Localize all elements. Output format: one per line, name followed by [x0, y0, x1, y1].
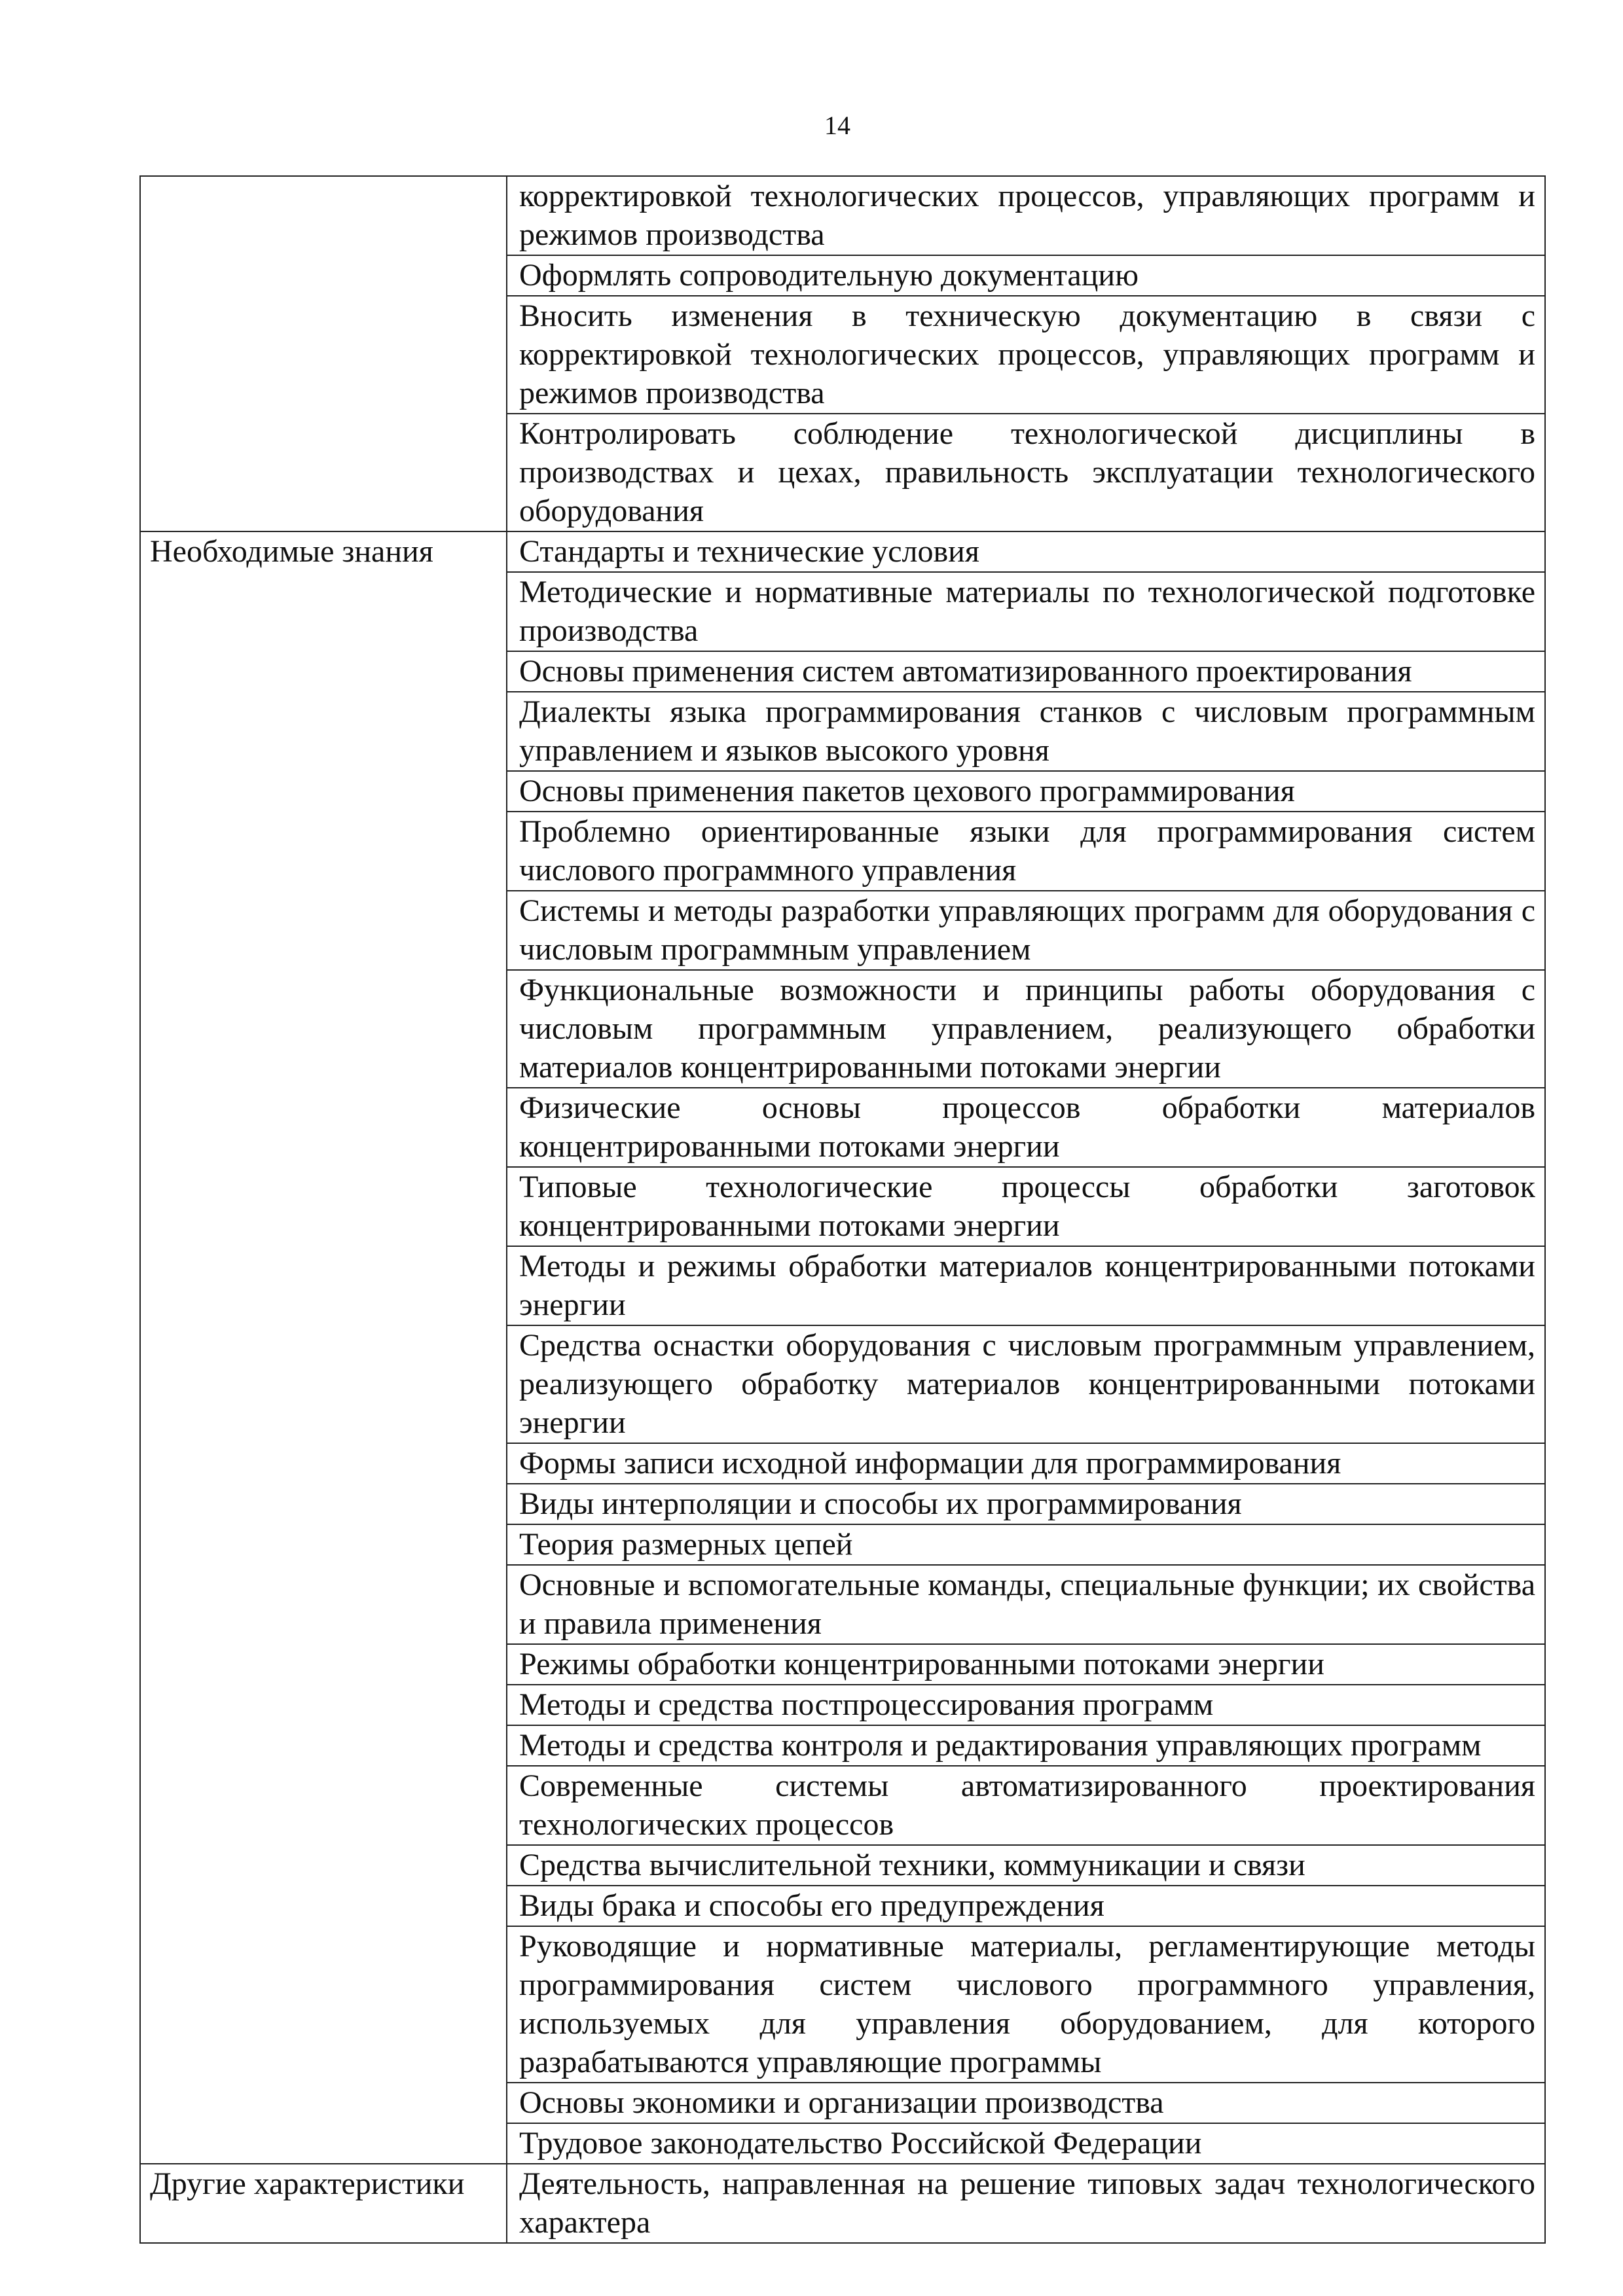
- requirement-item: Теория размерных цепей: [507, 1524, 1545, 1565]
- requirement-item: Основы применения систем автоматизированного проектирования: [507, 651, 1545, 692]
- requirement-item: Руководящие и нормативные материалы, регламентирующие методы программирования систем числового программного управления, используемых для управления оборудованием, для которого разрабатываются управляющие программы: [507, 1926, 1545, 2083]
- requirement-item: Системы и методы разработки управляющих программ для оборудования с числовым программным управлением: [507, 891, 1545, 970]
- table-row: [140, 2164, 1545, 2243]
- section-label: Необходимые знания: [140, 531, 507, 2164]
- requirement-item: Проблемно ориентированные языки для программирования систем числового программного управления: [507, 812, 1545, 891]
- requirement-item: Основные и вспомогательные команды, специальные функции; их свойства и правила применения: [507, 1565, 1545, 1644]
- page-number: 14: [824, 111, 850, 140]
- requirement-item: Виды интерполяции и способы их программирования: [507, 1484, 1545, 1524]
- requirement-item: Методы и средства постпроцессирования программ: [507, 1685, 1545, 1725]
- competency-table: [139, 175, 1546, 2244]
- requirement-item: Методические и нормативные материалы по технологической подготовке производства: [507, 572, 1545, 651]
- requirement-item: Основы применения пакетов цехового программирования: [507, 771, 1545, 812]
- requirement-item: Диалекты языка программирования станков с числовым программным управлением и языков высокого уровня: [507, 692, 1545, 771]
- table-row: [140, 176, 1545, 255]
- requirement-item: Методы и режимы обработки материалов концентрированными потоками энергии: [507, 1246, 1545, 1325]
- requirement-item: Формы записи исходной информации для программирования: [507, 1443, 1545, 1484]
- requirement-item: Средства оснастки оборудования с числовым программным управлением, реализующего обработку материалов концентрированными потоками энергии: [507, 1325, 1545, 1443]
- requirement-item: Методы и средства контроля и редактирования управляющих программ: [507, 1725, 1545, 1766]
- requirement-item: Режимы обработки концентрированными потоками энергии: [507, 1644, 1545, 1685]
- requirement-item: Современные системы автоматизированного проектирования технологических процессов: [507, 1766, 1545, 1845]
- requirement-item: Основы экономики и организации производства: [507, 2083, 1545, 2123]
- requirement-item: Деятельность, направленная на решение типовых задач технологического характера: [507, 2164, 1545, 2243]
- requirement-item: корректировкой технологических процессов, управляющих программ и режимов производства: [507, 176, 1545, 255]
- section-label: [140, 176, 507, 531]
- requirement-item: Типовые технологические процессы обработки заготовок концентрированными потоками энергии: [507, 1167, 1545, 1246]
- requirement-item: Стандарты и технические условия: [507, 531, 1545, 572]
- requirement-item: Вносить изменения в техническую документацию в связи с корректировкой технологических процессов, управляющих программ и режимов производства: [507, 296, 1545, 414]
- requirement-item: Оформлять сопроводительную документацию: [507, 255, 1545, 296]
- requirement-item: Средства вычислительной техники, коммуникации и связи: [507, 1845, 1545, 1886]
- requirement-item: Трудовое законодательство Российской Федерации: [507, 2123, 1545, 2164]
- table-row: [140, 531, 1545, 572]
- requirement-item: Виды брака и способы его предупреждения: [507, 1886, 1545, 1926]
- section-label: Другие характеристики: [140, 2164, 507, 2243]
- requirement-item: Физические основы процессов обработки материалов концентрированными потоками энергии: [507, 1088, 1545, 1167]
- requirement-item: Контролировать соблюдение технологической дисциплины в производствах и цехах, правильность эксплуатации технологического оборудования: [507, 414, 1545, 531]
- requirement-item: Функциональные возможности и принципы работы оборудования с числовым программным управлением, реализующего обработки материалов концентрированными потоками энергии: [507, 970, 1545, 1088]
- table-body: [140, 176, 1545, 2243]
